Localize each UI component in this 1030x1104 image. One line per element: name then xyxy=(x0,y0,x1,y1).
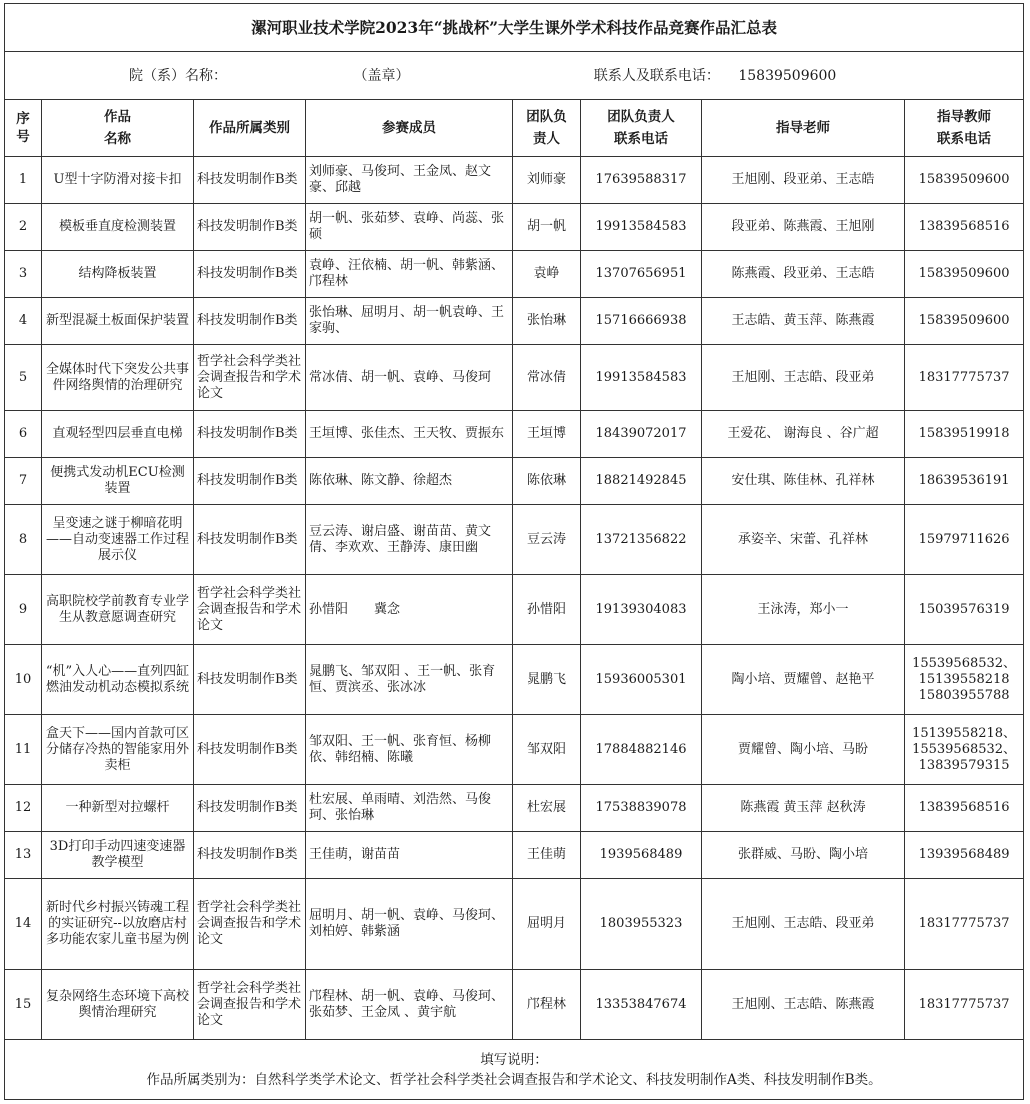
cell-seq: 15 xyxy=(5,970,42,1040)
cell-category: 科技发明制作B类 xyxy=(194,785,306,832)
cell-leader-phone: 15936005301 xyxy=(581,645,702,715)
cell-advisor-phone: 15839519918 xyxy=(905,411,1024,458)
cell-advisors: 陈燕霞、段亚弟、王志皓 xyxy=(702,251,905,298)
table-row xyxy=(5,715,1024,785)
table-row xyxy=(5,879,1024,970)
summary-sheet xyxy=(4,3,1023,1100)
cell-category: 科技发明制作B类 xyxy=(194,832,306,879)
cell-advisors: 承姿辛、宋蕾、孔祥林 xyxy=(702,505,905,575)
summary-table xyxy=(4,3,1024,1100)
cell-category: 科技发明制作B类 xyxy=(194,204,306,251)
cell-leader: 王佳萌 xyxy=(513,832,581,879)
cell-leader: 邹双阳 xyxy=(513,715,581,785)
cell-leader-phone: 1803955323 xyxy=(581,879,702,970)
table-row xyxy=(5,411,1024,458)
cell-advisor-phone: 13839568516 xyxy=(905,204,1024,251)
cell-name: 一种新型对拉螺杆 xyxy=(42,785,194,832)
cell-name: 便携式发动机ECU检测装置 xyxy=(42,458,194,505)
header-advisor-phone: 指导教师联系电话 xyxy=(905,100,1024,157)
header-row xyxy=(5,100,1024,157)
title-row xyxy=(5,4,1024,52)
cell-advisor-phone: 18317775737 xyxy=(905,345,1024,411)
cell-leader-phone: 17884882146 xyxy=(581,715,702,785)
cell-category: 科技发明制作B类 xyxy=(194,505,306,575)
cell-category: 科技发明制作B类 xyxy=(194,411,306,458)
cell-seq: 5 xyxy=(5,345,42,411)
note-row xyxy=(5,1040,1024,1100)
cell-category: 哲学社会科学类社会调查报告和学术论文 xyxy=(194,575,306,645)
table-row xyxy=(5,505,1024,575)
cell-advisors: 张群威、马盼、陶小培 xyxy=(702,832,905,879)
cell-seq: 7 xyxy=(5,458,42,505)
cell-advisors: 王泳涛，郑小一 xyxy=(702,575,905,645)
cell-leader: 王垣博 xyxy=(513,411,581,458)
cell-leader-phone: 18439072017 xyxy=(581,411,702,458)
cell-seq: 14 xyxy=(5,879,42,970)
header-leader: 团队负责人 xyxy=(513,100,581,157)
table-row xyxy=(5,832,1024,879)
cell-category: 科技发明制作B类 xyxy=(194,157,306,204)
note-body: 作品所属类别为：自然科学类学术论文、哲学社会科学类社会调查报告和学术论文、科技发明制作A类、科技发明制作B类。 xyxy=(146,1071,882,1088)
cell-members: 陈依琳、陈文静、徐超杰 xyxy=(306,458,513,505)
cell-members: 王佳萌，谢苗苗 xyxy=(306,832,513,879)
cell-name: 新型混凝土板面保护装置 xyxy=(42,298,194,345)
cell-members: 常冰倩、胡一帆、袁峥、马俊珂 xyxy=(306,345,513,411)
cell-members: 邝程林、胡一帆、袁峥、马俊珂、张茹梦、王金凤 、黄宇航 xyxy=(306,970,513,1040)
cell-seq: 1 xyxy=(5,157,42,204)
cell-leader: 陈依琳 xyxy=(513,458,581,505)
cell-leader-phone: 1939568489 xyxy=(581,832,702,879)
cell-seq: 13 xyxy=(5,832,42,879)
cell-name: 呈变速之谜于柳暗花明——自动变速器工作过程展示仪 xyxy=(42,505,194,575)
seal-label: （盖章） xyxy=(353,67,410,84)
cell-advisors: 王志皓、黄玉萍、陈燕霞 xyxy=(702,298,905,345)
table-row xyxy=(5,251,1024,298)
cell-seq: 2 xyxy=(5,204,42,251)
cell-category: 科技发明制作B类 xyxy=(194,645,306,715)
cell-members: 王垣博、张佳杰、王天牧、贾振东 xyxy=(306,411,513,458)
cell-seq: 10 xyxy=(5,645,42,715)
cell-members: 孙惜阳 冀念 xyxy=(306,575,513,645)
cell-category: 科技发明制作B类 xyxy=(194,251,306,298)
cell-members: 邹双阳、王一帆、张育恒、杨柳依、韩绍楠、陈曦 xyxy=(306,715,513,785)
cell-category: 哲学社会科学类社会调查报告和学术论文 xyxy=(194,970,306,1040)
cell-advisors: 陈燕霞 黄玉萍 赵秋涛 xyxy=(702,785,905,832)
cell-advisors: 王旭刚、段亚弟、王志皓 xyxy=(702,157,905,204)
cell-advisors: 贾耀曾、陶小培、马盼 xyxy=(702,715,905,785)
cell-leader: 胡一帆 xyxy=(513,204,581,251)
table-row xyxy=(5,970,1024,1040)
cell-members: 豆云涛、谢启盛、谢苗苗、黄文倩、李欢欢、王静涛、康田幽 xyxy=(306,505,513,575)
cell-members: 屈明月、胡一帆、袁峥、马俊珂、刘柏婷、韩紫涵 xyxy=(306,879,513,970)
header-seq: 序号 xyxy=(5,100,42,157)
cell-name: 新时代乡村振兴铸魂工程的实证研究--以放磨店村多功能农家儿童书屋为例 xyxy=(42,879,194,970)
unit-row xyxy=(5,52,1024,100)
table-row xyxy=(5,298,1024,345)
cell-leader-phone: 17639588317 xyxy=(581,157,702,204)
cell-leader: 孙惜阳 xyxy=(513,575,581,645)
cell-members: 胡一帆、张茹梦、袁峥、尚蕊、张硕 xyxy=(306,204,513,251)
table-row xyxy=(5,345,1024,411)
cell-seq: 12 xyxy=(5,785,42,832)
table-row xyxy=(5,458,1024,505)
cell-members: 刘师豪、马俊珂、王金凤、赵文豪、邱越 xyxy=(306,157,513,204)
cell-members: 袁峥、汪依楠、胡一帆、韩紫涵、邝程林 xyxy=(306,251,513,298)
cell-leader: 晁鹏飞 xyxy=(513,645,581,715)
table-row xyxy=(5,204,1024,251)
cell-name: 结构降板装置 xyxy=(42,251,194,298)
cell-seq: 3 xyxy=(5,251,42,298)
cell-category: 科技发明制作B类 xyxy=(194,298,306,345)
cell-advisor-phone: 15039576319 xyxy=(905,575,1024,645)
header-category: 作品所属类别 xyxy=(194,100,306,157)
cell-advisor-phone: 18639536191 xyxy=(905,458,1024,505)
cell-leader-phone: 15716666938 xyxy=(581,298,702,345)
cell-advisor-phone: 15979711626 xyxy=(905,505,1024,575)
cell-leader-phone: 17538839078 xyxy=(581,785,702,832)
cell-seq: 4 xyxy=(5,298,42,345)
cell-category: 哲学社会科学类社会调查报告和学术论文 xyxy=(194,879,306,970)
header-members: 参赛成员 xyxy=(306,100,513,157)
cell-advisors: 王旭刚、王志皓、段亚弟 xyxy=(702,879,905,970)
unit-label: 院（系）名称： xyxy=(129,67,227,84)
cell-advisors: 段亚弟、陈燕霞、王旭刚 xyxy=(702,204,905,251)
table-row xyxy=(5,645,1024,715)
cell-seq: 9 xyxy=(5,575,42,645)
cell-category: 科技发明制作B类 xyxy=(194,715,306,785)
cell-advisor-phone: 15839509600 xyxy=(905,157,1024,204)
cell-leader-phone: 13721356822 xyxy=(581,505,702,575)
cell-advisor-phone: 15139558218、15539568532、13839579315 xyxy=(905,715,1024,785)
header-leader-phone: 团队负责人联系电话 xyxy=(581,100,702,157)
cell-leader: 豆云涛 xyxy=(513,505,581,575)
header-advisors: 指导老师 xyxy=(702,100,905,157)
cell-advisor-phone: 15839509600 xyxy=(905,251,1024,298)
cell-advisor-phone: 13839568516 xyxy=(905,785,1024,832)
cell-leader: 杜宏展 xyxy=(513,785,581,832)
cell-leader-phone: 13707656951 xyxy=(581,251,702,298)
cell-leader-phone: 13353847674 xyxy=(581,970,702,1040)
cell-name: “机”入人心——直列四缸燃油发动机动态模拟系统 xyxy=(42,645,194,715)
cell-name: 盒天下——国内首款可区分储存冷热的智能家用外卖柜 xyxy=(42,715,194,785)
cell-leader: 袁峥 xyxy=(513,251,581,298)
cell-seq: 8 xyxy=(5,505,42,575)
table-row xyxy=(5,157,1024,204)
cell-name: 全媒体时代下突发公共事件网络舆情的治理研究 xyxy=(42,345,194,411)
cell-leader-phone: 19139304083 xyxy=(581,575,702,645)
cell-advisor-phone: 13939568489 xyxy=(905,832,1024,879)
cell-advisor-phone: 15839509600 xyxy=(905,298,1024,345)
cell-name: 直观轻型四层垂直电梯 xyxy=(42,411,194,458)
cell-leader: 屈明月 xyxy=(513,879,581,970)
table-row xyxy=(5,785,1024,832)
cell-name: 复杂网络生态环境下高校舆情治理研究 xyxy=(42,970,194,1040)
cell-members: 晁鹏飞、邹双阳 、王一帆、张育恒、贾滨丞、张冰冰 xyxy=(306,645,513,715)
cell-name: 3D打印手动四速变速器教学模型 xyxy=(42,832,194,879)
note-cell xyxy=(5,1040,1024,1100)
cell-name: U型十字防滑对接卡扣 xyxy=(42,157,194,204)
table-title: 漯河职业技术学院2023年“挑战杯”大学生课外学术科技作品竞赛作品汇总表 xyxy=(5,4,1024,52)
cell-advisors: 王旭刚、王志皓、陈燕霞 xyxy=(702,970,905,1040)
cell-leader-phone: 18821492845 xyxy=(581,458,702,505)
cell-advisors: 安仕琪、陈佳林、孔祥林 xyxy=(702,458,905,505)
table-row xyxy=(5,575,1024,645)
note-title: 填写说明： xyxy=(480,1051,548,1068)
cell-advisors: 王旭刚、王志皓、段亚弟 xyxy=(702,345,905,411)
header-name: 作品名称 xyxy=(42,100,194,157)
cell-advisors: 陶小培、贾耀曾、赵艳平 xyxy=(702,645,905,715)
cell-members: 张怡琳、屈明月、胡一帆袁峥、王家驹、 xyxy=(306,298,513,345)
contact-label: 联系人及联系电话： xyxy=(593,67,720,84)
contact-phone: 15839509600 xyxy=(738,67,837,84)
cell-seq: 11 xyxy=(5,715,42,785)
cell-advisor-phone: 15539568532、15139558218 15803955788 xyxy=(905,645,1024,715)
cell-category: 哲学社会科学类社会调查报告和学术论文 xyxy=(194,345,306,411)
cell-leader: 张怡琳 xyxy=(513,298,581,345)
cell-advisors: 王爱花、 谢海良 、谷广超 xyxy=(702,411,905,458)
cell-category: 科技发明制作B类 xyxy=(194,458,306,505)
cell-leader-phone: 19913584583 xyxy=(581,345,702,411)
cell-leader: 常冰倩 xyxy=(513,345,581,411)
cell-leader-phone: 19913584583 xyxy=(581,204,702,251)
cell-seq: 6 xyxy=(5,411,42,458)
cell-advisor-phone: 18317775737 xyxy=(905,879,1024,970)
cell-leader: 邝程林 xyxy=(513,970,581,1040)
cell-name: 高职院校学前教育专业学生从教意愿调查研究 xyxy=(42,575,194,645)
cell-members: 杜宏展、单雨晴、刘浩然、马俊珂、张怡琳 xyxy=(306,785,513,832)
cell-name: 模板垂直度检测装置 xyxy=(42,204,194,251)
cell-leader: 刘师豪 xyxy=(513,157,581,204)
cell-advisor-phone: 18317775737 xyxy=(905,970,1024,1040)
